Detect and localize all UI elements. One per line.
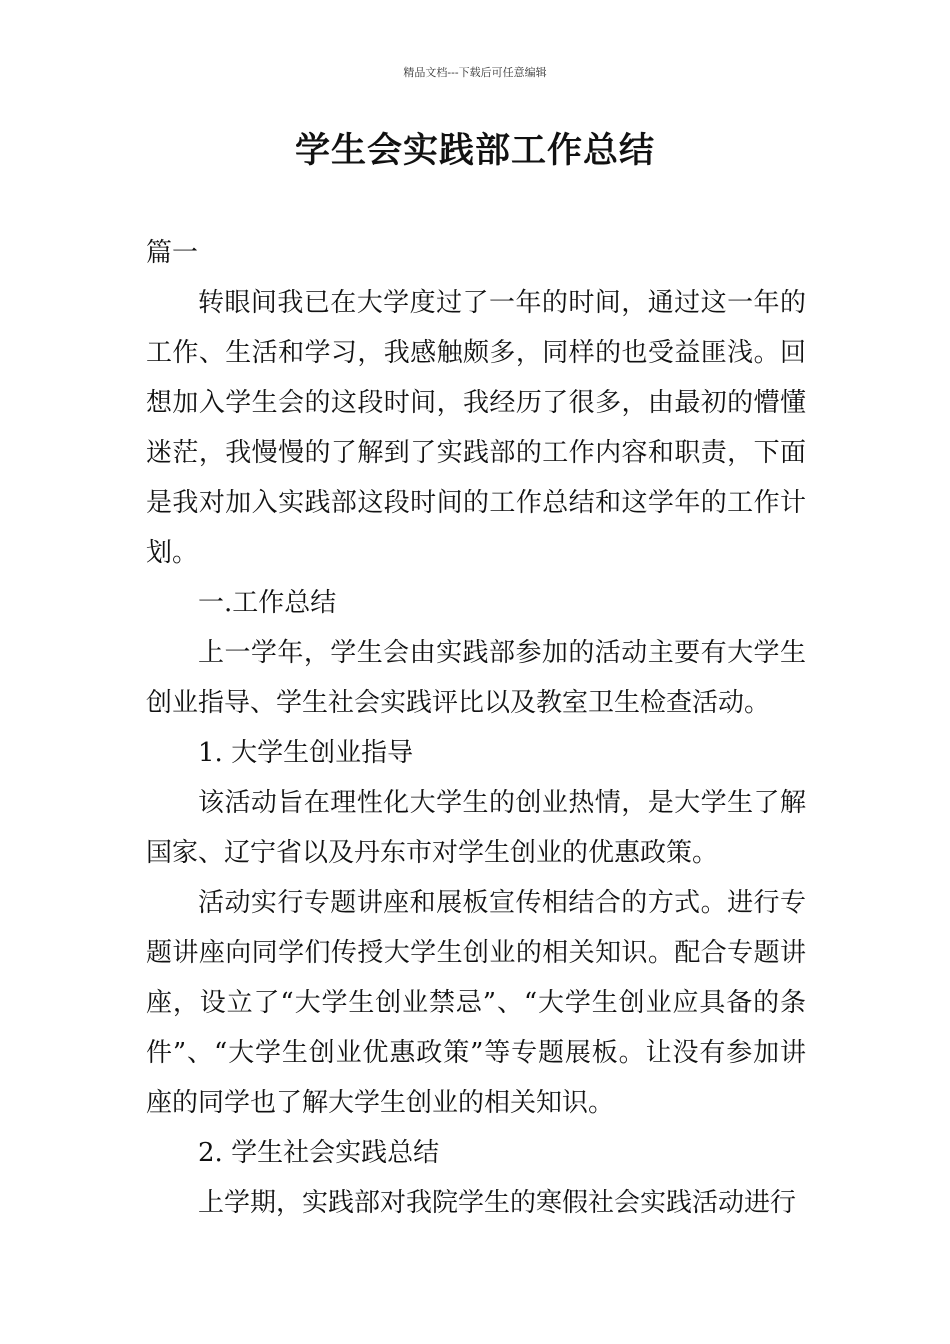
document-title: 学生会实践部工作总结 bbox=[294, 130, 655, 171]
document-body bbox=[146, 228, 806, 1228]
body-paragraph: 上一学年，学生会由实践部参加的活动主要有大学生创业指导、学生社会实践评比以及教室卫生检查活动。 bbox=[146, 638, 806, 718]
body-paragraph: 该活动旨在理性化大学生的创业热情，是大学生了解国家、辽宁省以及丹东市对学生创业的优惠政策。 bbox=[146, 788, 806, 868]
body-paragraph: 活动实行专题讲座和展板宣传相结合的方式。进行专题讲座向同学们传授大学生创业的相关知识。配合专题讲座，设立了“大学生创业禁忌”、“大学生创业应具备的条件”、“大学生创业优惠政策”等专题展板。让没有参加讲座的同学也了解大学生创业的相关知识。 bbox=[146, 888, 806, 1118]
section-label: 篇一 bbox=[146, 238, 199, 268]
header-note: 精品文档---下载后可任意编辑 bbox=[403, 66, 547, 79]
body-paragraph: 上学期，实践部对我院学生的寒假社会实践活动进行 bbox=[198, 1188, 797, 1218]
subsection-heading: 1. 大学生创业指导 bbox=[198, 738, 414, 768]
body-paragraph: 转眼间我已在大学度过了一年的时间，通过这一年的工作、生活和学习，我感触颇多，同样的也受益匪浅。回想加入学生会的这段时间，我经历了很多，由最初的懵懂迷茫，我慢慢的了解到了实践部的工作内容和职责，下面是我对加入实践部这段时间的工作总结和这学年的工作计划。 bbox=[146, 288, 806, 568]
subsection-heading: 2. 学生社会实践总结 bbox=[198, 1138, 440, 1168]
section-heading: 一.工作总结 bbox=[198, 588, 337, 618]
